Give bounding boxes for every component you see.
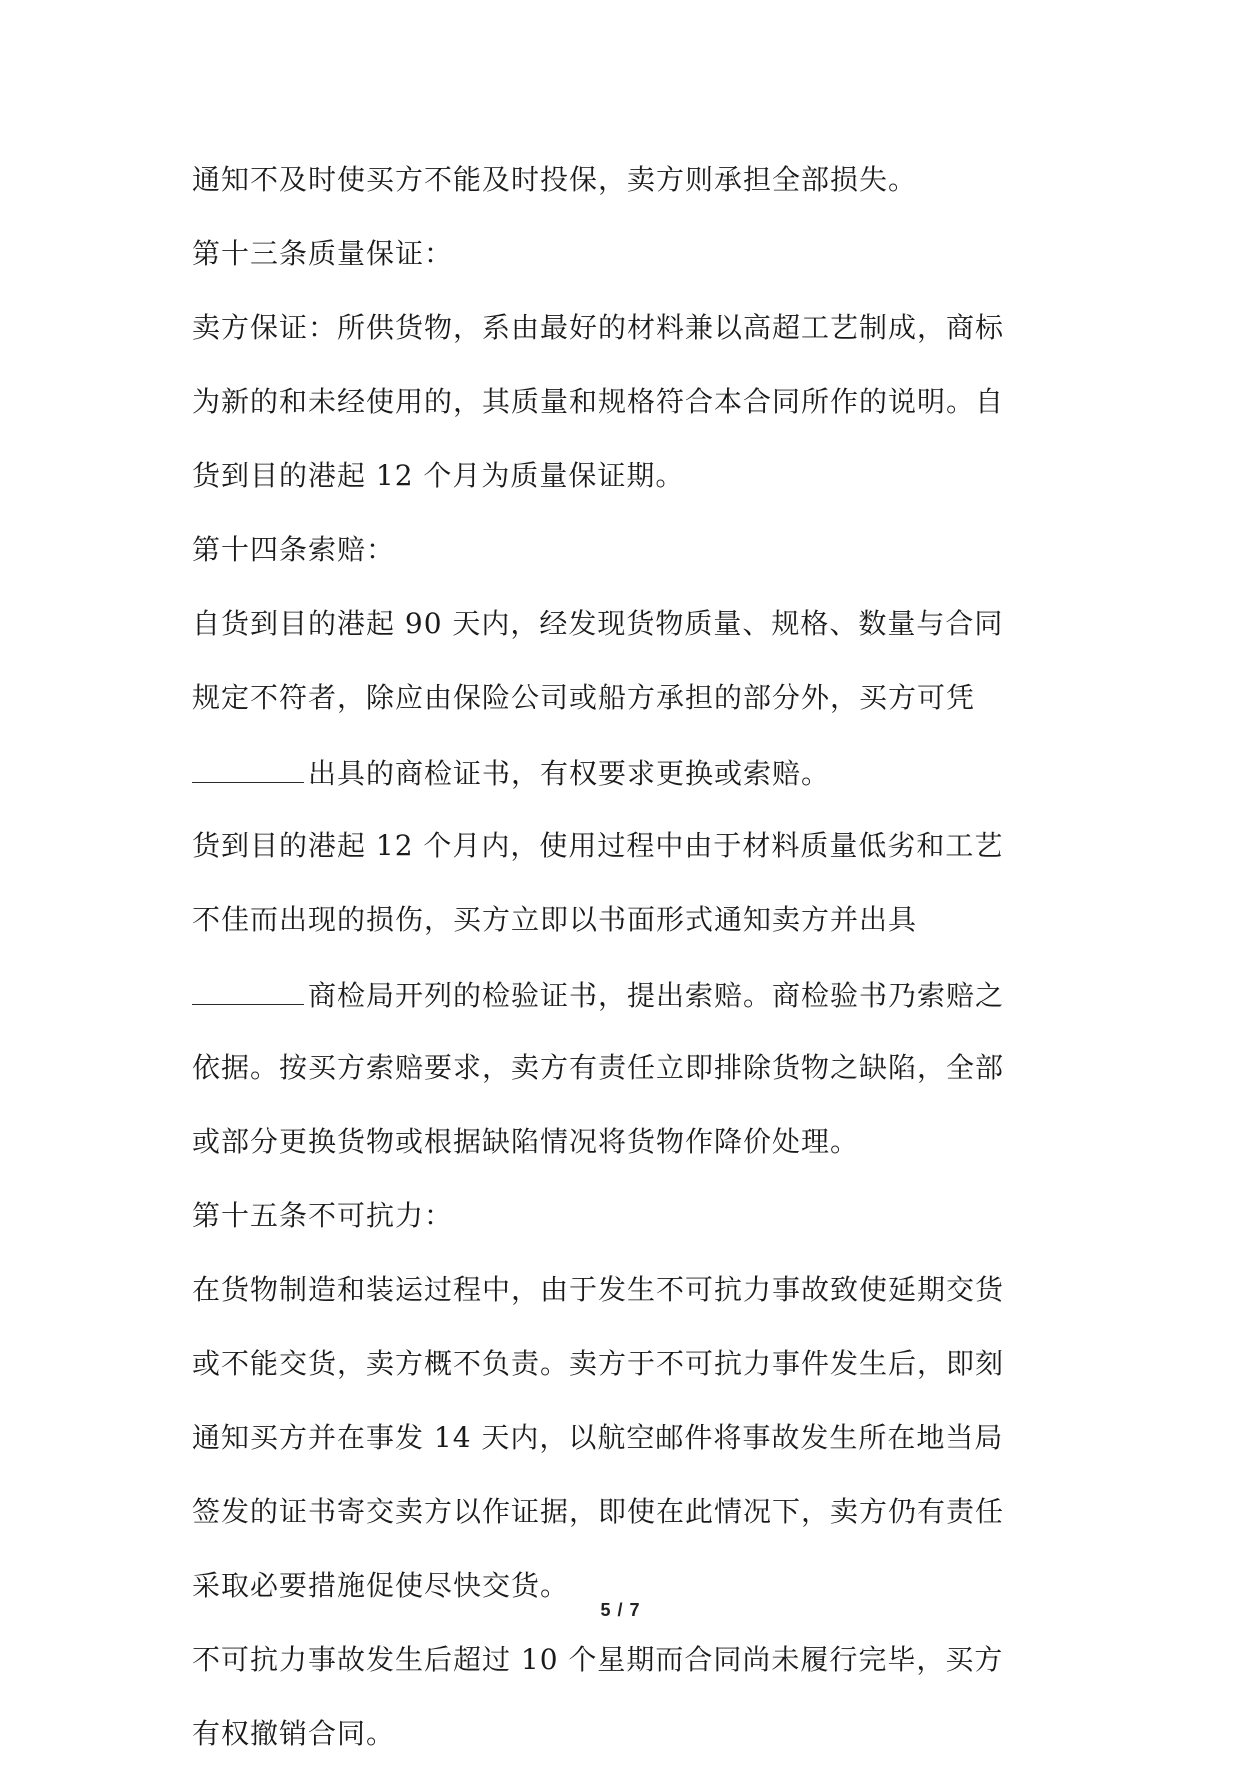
- text-line: 或不能交货，卖方概不负责。卖方于不可抗力事件发生后，即刻: [192, 1347, 1005, 1380]
- text-line: 签发的证书寄交卖方以作证据，即使在此情况下，卖方仍有责任: [192, 1495, 1005, 1528]
- section-heading-13: 第十三条质量保证：: [192, 237, 454, 270]
- text-line: 通知不及时使买方不能及时投保，卖方则承担全部损失。: [192, 163, 918, 196]
- text-line: 依据。按买方索赔要求，卖方有责任立即排除货物之缺陷，全部: [192, 1051, 1005, 1084]
- text-line: 在货物制造和装运过程中，由于发生不可抗力事故致使延期交货: [192, 1273, 1005, 1306]
- document-body: [192, 160, 1052, 1788]
- text-line: 或部分更换货物或根据缺陷情况将货物作降价处理。: [192, 1125, 860, 1158]
- text-line: 货到目的港起 12 个月内，使用过程中由于材料质量低劣和工艺: [192, 829, 1004, 862]
- text-fragment: 出具的商检证书，有权要求更换或索赔。: [308, 757, 831, 790]
- fill-in-blank: [192, 752, 304, 783]
- text-line: 自货到目的港起 90 天内，经发现货物质量、规格、数量与合同: [192, 607, 1004, 640]
- text-line-with-blank: [192, 752, 1052, 792]
- text-line: 规定不符者，除应由保险公司或船方承担的部分外，买方可凭: [192, 681, 976, 714]
- text-line: 货到目的港起 12 个月为质量保证期。: [192, 459, 685, 492]
- page-number: 5 / 7: [600, 1600, 641, 1620]
- text-line: 有权撤销合同。: [192, 1717, 396, 1750]
- text-line: 卖方保证：所供货物，系由最好的材料兼以高超工艺制成，商标: [192, 311, 1005, 344]
- text-line-with-blank: [192, 974, 1052, 1014]
- text-line: 不可抗力事故发生后超过 10 个星期而合同尚未履行完毕，买方: [192, 1643, 1004, 1676]
- text-line: 通知买方并在事发 14 天内，以航空邮件将事故发生所在地当局: [192, 1421, 1004, 1454]
- text-line: 不佳而出现的损伤，买方立即以书面形式通知卖方并出具: [192, 903, 918, 936]
- section-heading-14: 第十四条索赔：: [192, 533, 396, 566]
- section-heading-15: 第十五条不可抗力：: [192, 1199, 454, 1232]
- text-fragment: 商检局开列的检验证书，提出索赔。商检验书乃索赔之: [308, 979, 1005, 1012]
- text-line: 为新的和未经使用的，其质量和规格符合本合同所作的说明。自: [192, 385, 1005, 418]
- text-line: 采取必要措施促使尽快交货。: [192, 1569, 570, 1602]
- fill-in-blank: [192, 974, 304, 1005]
